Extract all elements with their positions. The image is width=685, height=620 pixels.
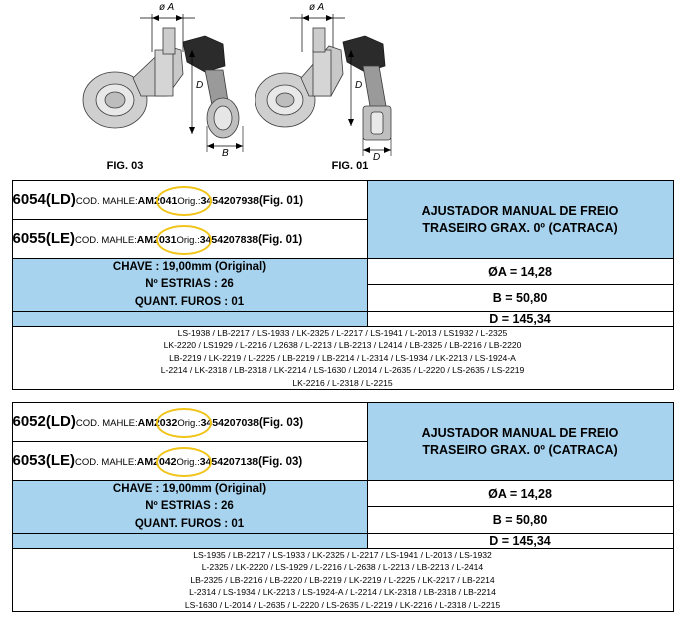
orig-value: 3454207938 (200, 194, 259, 207)
cod-mahle-label: COD. MAHLE: (75, 417, 138, 429)
cod-mahle-value: AM2041 (137, 194, 178, 207)
chave-cell-03 (12, 481, 367, 534)
figures-area (0, 0, 685, 180)
spec-b-01: B = 50,80 (367, 285, 673, 311)
spec-d-03: D = 145,34 (367, 533, 673, 548)
fig-reference: (Fig. 03) (258, 416, 304, 429)
spec-diameter-a-01: ØA = 14,28 (367, 259, 673, 285)
product-title-line2: TRASEIRO GRAX. 0º (CATRACA) (422, 442, 618, 457)
product-code: 6055(LE) (12, 229, 76, 247)
dim-label-b-01: D (373, 152, 381, 163)
cod-mahle-label: COD. MAHLE: (75, 234, 137, 246)
product-table-fig-03 (12, 402, 674, 612)
furos-line: QUANT. FUROS : 01 (134, 295, 245, 308)
fig-reference: (Fig. 01) (258, 233, 303, 246)
product-title-line2: TRASEIRO GRAX. 0º (CATRACA) (422, 220, 618, 235)
dim-label-diameter-a-03: ø A (159, 2, 175, 13)
chave-spacer-01 (12, 311, 367, 326)
code-cell-6055[interactable] (12, 220, 367, 259)
orig-label: Orig.: (176, 234, 200, 246)
application-line: LS-1630 / L-2014 / L-2635 / L-2220 / LS-2635 / L-2219 / LK-2216 / L-2318 / L-2215 (184, 599, 501, 610)
dim-label-diameter-a-01: ø A (309, 2, 325, 13)
product-title-cell-01 (367, 181, 673, 259)
cod-mahle-value: AM2031 (136, 233, 177, 246)
orig-label: Orig.: (176, 456, 200, 468)
dim-label-b-03: B (222, 148, 229, 159)
table-row (12, 533, 673, 548)
table-row (12, 548, 673, 611)
product-title-line1: AJUSTADOR MANUAL DE FREIO (421, 425, 619, 440)
application-line: L-2325 / LK-2220 / LS-1929 / L-2216 / L-2638 / L-2213 / LB-2213 / L-2414 (201, 562, 484, 573)
slack-adjuster-drawing-03 (55, 0, 265, 170)
table-row (12, 181, 673, 220)
dim-label-d-01: D (355, 80, 363, 91)
fig-reference: (Fig. 01) (258, 194, 304, 207)
table-row (12, 259, 673, 285)
figure-fig-03 (55, 0, 265, 178)
application-line: LB-2325 / LB-2216 / LB-2220 / LB-2219 / LK-2219 / L-2225 / LK-2217 / LB-2214 (190, 574, 495, 585)
application-line: LK-2216 / L-2318 / L-2215 (292, 377, 393, 388)
product-table-fig-01 (12, 180, 674, 390)
cod-mahle-value: AM2032 (137, 416, 178, 429)
product-code: 6054(LD) (12, 190, 76, 208)
cod-mahle-value: AM2042 (136, 455, 177, 468)
spec-diameter-a-03: ØA = 14,28 (367, 481, 673, 507)
table-row (12, 481, 673, 507)
application-line: LB-2219 / LK-2219 / L-2225 / LB-2219 / LB-2214 / L-2314 / LS-1934 / LK-2213 / LS-1924-A (169, 352, 516, 363)
code-cell-6054[interactable] (12, 181, 367, 220)
product-code: 6053(LE) (12, 451, 76, 469)
dim-label-d-03: D (196, 80, 204, 91)
code-cell-6052[interactable] (12, 403, 367, 442)
application-line: LS-1938 / LB-2217 / LS-1933 / LK-2325 / L-2217 / LS-1941 / L-2013 / LS1932 / L-2325 (177, 327, 508, 338)
chave-line: CHAVE : 19,00mm (Original) (112, 261, 267, 273)
application-line: L-2314 / LS-1934 / LK-2213 / LS-1924-A / L-2214 / LK-2318 / LB-2318 / LB-2214 (189, 587, 496, 598)
orig-value: 3454207138 (199, 455, 259, 468)
table-row (12, 311, 673, 326)
table-row (12, 326, 673, 389)
product-title-cell-03 (367, 403, 673, 481)
chave-spacer-03 (12, 533, 367, 548)
orig-label: Orig.: (177, 195, 201, 207)
cod-mahle-label: COD. MAHLE: (75, 456, 137, 468)
orig-value: 3454207038 (200, 416, 259, 429)
table-row (12, 403, 673, 442)
estrias-line: Nº ESTRIAS : 26 (145, 500, 234, 513)
cod-mahle-label: COD. MAHLE: (75, 195, 138, 207)
figure-fig-01 (255, 0, 465, 178)
fig-reference: (Fig. 03) (258, 455, 303, 468)
product-title-line1: AJUSTADOR MANUAL DE FREIO (421, 203, 619, 218)
chave-cell-01 (12, 259, 367, 312)
spec-b-03: B = 50,80 (367, 507, 673, 533)
estrias-line: Nº ESTRIAS : 26 (145, 278, 234, 291)
figure-caption-01: FIG. 01 (331, 160, 369, 172)
furos-line: QUANT. FUROS : 01 (134, 517, 245, 530)
figure-caption-03: FIG. 03 (106, 160, 144, 172)
code-cell-6053[interactable] (12, 442, 367, 481)
spec-d-01: D = 145,34 (367, 311, 673, 326)
orig-value: 3454207838 (199, 233, 259, 246)
application-line: LK-2220 / LS1929 / L-2216 / L2638 / L-2213 / LB-2213 / L2414 / LB-2325 / LB-2216 / LB-2220 (163, 340, 522, 351)
application-line: L-2214 / LK-2318 / LB-2318 / LK-2214 / LS-1630 / L2014 / L-2635 / L-2220 / LS-2635 / LS-2219 (160, 365, 525, 376)
chave-line: CHAVE : 19,00mm (Original) (112, 483, 267, 496)
application-line: LS-1935 / LB-2217 / LS-1933 / LK-2325 / L-2217 / LS-1941 / L-2013 / LS-1932 (193, 549, 492, 560)
applications-cell-03 (12, 548, 673, 611)
applications-cell-01 (12, 326, 673, 389)
product-code: 6052(LD) (12, 412, 76, 430)
orig-label: Orig.: (177, 417, 201, 429)
